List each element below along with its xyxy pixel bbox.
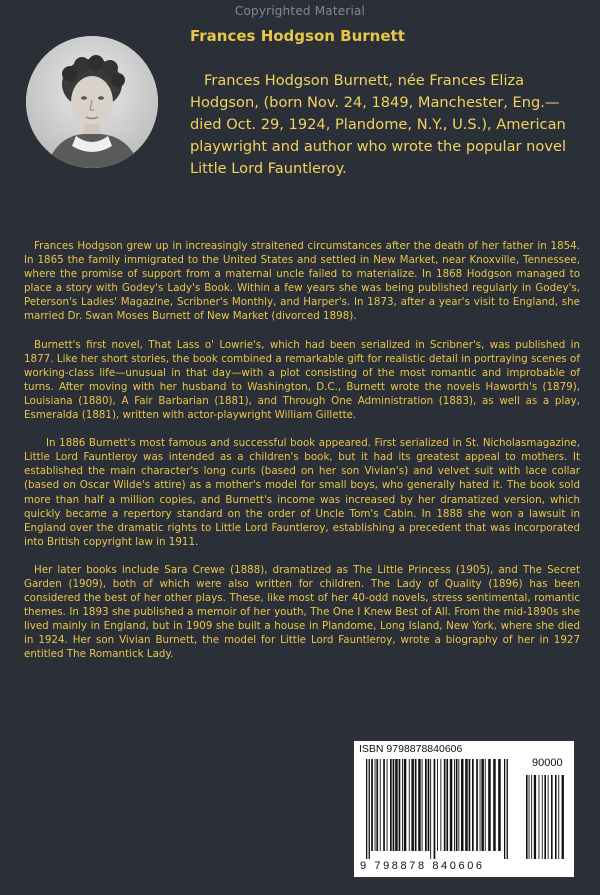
isbn-barcode-box bbox=[354, 741, 574, 877]
barcode-bar bbox=[465, 759, 468, 851]
barcode-bar bbox=[476, 759, 478, 851]
biography-paragraph-1: Frances Hodgson grew up in increasingly straitened circumstances after the death of her father in 1854. In 1865 the family immigrated to the United States and settled in New Market, near Knoxville, Tennessee, where the promise of support from a maternal uncle failed to materialize. In 1868 Hodgson managed to place a story with Godey's Lady's Book. Within a few years she was being published regularly in Godey's, Peterson's Ladies' Magazine, Scribner's Monthly, and Harper's. In 1873, after a year's visit to England, she married Dr. Swan Moses Burnett of New Market (divorced 1898). bbox=[24, 240, 580, 323]
barcode-bar bbox=[493, 759, 496, 851]
barcode-bar bbox=[422, 759, 423, 851]
price-code: 90000 bbox=[532, 757, 563, 769]
barcode-bar bbox=[430, 759, 431, 859]
author-portrait bbox=[26, 36, 158, 168]
barcode-bar bbox=[369, 759, 370, 859]
biography-paragraph-4: Her later books include Sara Crewe (1888), dramatized as The Little Princess (1905), and The Secret Garden (1909), both of which were also written for children. The Lady of Quality (1896) has been considered the best of her other plays. These, like most of her 40-odd novels, stress sentimental, romantic themes. In 1893 she published a memoir of her youth, The One I Knew Best of All. From the mid-1890s she lived mainly in England, but in 1909 she built a house in Plandome, Long Island, New York, where she died in 1924. Her son Vivian Burnett, the model for Little Lord Fauntleroy, wrote a biography of her in 1927 entitled The Romantick Lady. bbox=[24, 563, 580, 661]
barcode-bar bbox=[411, 759, 414, 851]
barcode-bar bbox=[444, 759, 446, 851]
addon-barcode-bar bbox=[551, 775, 553, 859]
biography-body bbox=[24, 239, 580, 676]
author-title: Frances Hodgson Burnett bbox=[190, 27, 405, 45]
barcode-bar bbox=[481, 759, 484, 851]
barcode-bar bbox=[399, 759, 401, 851]
addon-barcode-bar bbox=[544, 775, 546, 859]
barcode-bar bbox=[485, 759, 486, 851]
barcode-bar bbox=[383, 759, 385, 851]
barcode-bar bbox=[418, 759, 421, 851]
barcode-bar bbox=[390, 759, 392, 851]
isbn-label: ISBN 9798878840606 bbox=[359, 743, 463, 755]
barcode-bar bbox=[504, 759, 505, 859]
addon-barcode-bar bbox=[542, 775, 543, 859]
addon-barcode-bar bbox=[529, 775, 530, 859]
barcode-bar bbox=[387, 759, 388, 851]
addon-barcode-bar bbox=[526, 775, 528, 859]
barcode-bar bbox=[428, 759, 430, 851]
copyright-watermark: Copyrighted Material bbox=[234, 4, 366, 18]
addon-barcode-bar bbox=[534, 775, 536, 859]
barcode-bar bbox=[395, 759, 398, 851]
barcode-bar bbox=[404, 759, 407, 851]
barcode-bar bbox=[480, 759, 481, 851]
intro-paragraph: Frances Hodgson Burnett, née Frances Eliza Hodgson, (born Nov. 24, 1849, Manchester, Eng.—died Oct. 29, 1924, Plandome, N.Y., U.S.), American playwright and author who wrote the popular novel Little Lord Fauntleroy. bbox=[190, 72, 567, 177]
intro-text bbox=[190, 70, 590, 180]
barcode-bar bbox=[488, 759, 491, 851]
barcode-graphic bbox=[354, 755, 574, 861]
addon-barcode-bar bbox=[539, 775, 540, 859]
barcode-bar bbox=[454, 759, 455, 851]
addon-barcode-bar bbox=[562, 775, 564, 859]
barcode-bar bbox=[402, 759, 403, 851]
barcode-bar bbox=[458, 759, 459, 851]
addon-barcode-bar bbox=[531, 775, 532, 859]
barcode-bar bbox=[437, 759, 438, 851]
barcode-bar bbox=[434, 759, 436, 859]
biography-paragraph-2: Burnett's first novel, That Lass o' Lowrie's, which had been serialized in Scribner's, was published in 1877. Like her short stories, the book combined a remarkable gift for realistic detail in portraying scenes of working-class life—unusual in that day—with a plot consisting of the most romantic and improbable of turns. After moving with her husband to Washington, D.C., Burnett wrote the novels Haworth's (1879), Louisiana (1880), A Fair Barbarian (1881), and Through One Administration (1883), as well as a play, Esmeralda (1881), written with actor-playwright William Gillette. bbox=[24, 338, 580, 422]
barcode-bar bbox=[415, 759, 417, 851]
addon-barcode-bar bbox=[548, 775, 549, 859]
barcode-bar bbox=[440, 759, 441, 851]
barcode-bar bbox=[450, 759, 453, 851]
barcode-bar bbox=[507, 759, 508, 859]
barcode-bar bbox=[371, 759, 373, 851]
barcode-bar bbox=[446, 759, 448, 851]
barcode-bar bbox=[393, 759, 395, 851]
biography-paragraph-3: In 1886 Burnett's most famous and successful book appeared. First serialized in St. Nicholasmagazine, Little Lord Fauntleroy was intended as a children's book, but it had its greatest appeal to mothers. It established the main character's long curls (based on her son Vivian's) and velvet suit with lace collar (based on Oscar Wilde's attire) as a mother's model for small boys, who generally hated it. The book sold more than half a million copies, and Burnett's income was increased by her dramatized version, which quickly became a repertory standard on the order of Uncle Tom's Cabin. In 1888 she won a lawsuit in England over the dramatic rights to Little Lord Fauntleroy, establishing a precedent that was incorporated into British copyright law in 1911. bbox=[24, 437, 580, 548]
barcode-bar bbox=[375, 759, 376, 851]
barcode-bar bbox=[425, 759, 427, 851]
addon-barcode-bar bbox=[555, 775, 557, 859]
barcode-digits: 9 798878 840606 bbox=[360, 860, 485, 872]
barcode-bar bbox=[472, 759, 474, 851]
barcode-bar bbox=[469, 759, 471, 851]
barcode-bar bbox=[456, 759, 458, 851]
barcode-bar bbox=[380, 759, 381, 851]
barcode-bar bbox=[366, 759, 367, 859]
barcode-bar bbox=[461, 759, 464, 851]
barcode-bar bbox=[498, 759, 501, 851]
barcode-bar bbox=[409, 759, 410, 851]
barcode-bar bbox=[376, 759, 378, 851]
addon-barcode-bar bbox=[558, 775, 559, 859]
